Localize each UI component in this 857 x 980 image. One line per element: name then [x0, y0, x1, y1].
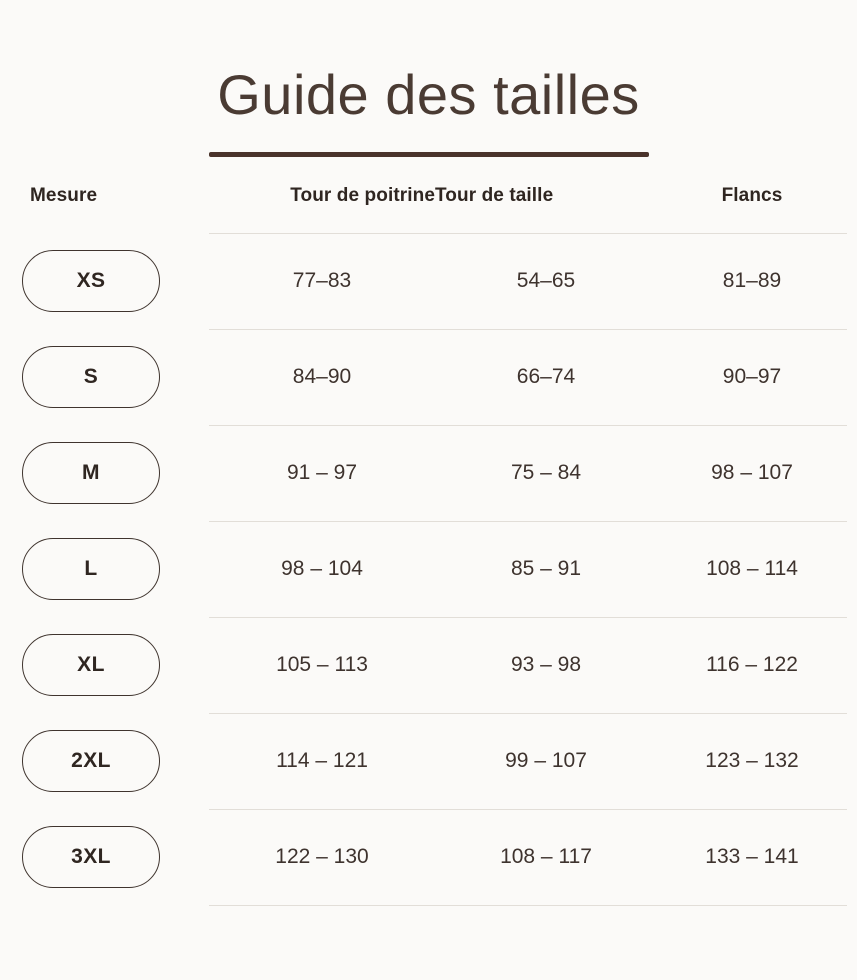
column-header-hips: Flancs — [721, 184, 783, 206]
table-row — [14, 521, 847, 617]
chest-cell: 77–83 — [209, 233, 435, 329]
size-cell — [14, 713, 209, 809]
chest-cell: 91 – 97 — [209, 425, 435, 521]
table-header — [14, 171, 847, 234]
size-cell — [14, 809, 209, 905]
size-cell — [14, 617, 209, 713]
table-row — [14, 713, 847, 809]
table-row — [14, 809, 847, 905]
table-row — [14, 329, 847, 425]
column-header-measure: Mesure — [30, 184, 98, 206]
chest-cell: 105 – 113 — [209, 617, 435, 713]
table-row — [14, 617, 847, 713]
waist-cell: 75 – 84 — [435, 425, 657, 521]
hips-cell: 108 – 114 — [657, 521, 847, 617]
size-badge: M — [22, 442, 160, 504]
size-table — [14, 171, 847, 906]
hips-cell: 90–97 — [657, 329, 847, 425]
size-badge: S — [22, 346, 160, 408]
size-badge: 3XL — [22, 826, 160, 888]
title-divider — [209, 152, 649, 157]
waist-cell: 85 – 91 — [435, 521, 657, 617]
hips-cell: 98 – 107 — [657, 425, 847, 521]
hips-cell: 123 – 132 — [657, 713, 847, 809]
chest-cell: 114 – 121 — [209, 713, 435, 809]
table-header-row — [14, 171, 847, 234]
size-cell — [14, 233, 209, 329]
waist-cell: 108 – 117 — [435, 809, 657, 905]
size-badge: XL — [22, 634, 160, 696]
hips-cell: 133 – 141 — [657, 809, 847, 905]
size-badge: XS — [22, 250, 160, 312]
hips-cell: 81–89 — [657, 233, 847, 329]
table-row — [14, 425, 847, 521]
chest-cell: 84–90 — [209, 329, 435, 425]
waist-cell: 99 – 107 — [435, 713, 657, 809]
size-badge: 2XL — [22, 730, 160, 792]
waist-cell: 66–74 — [435, 329, 657, 425]
page-title: Guide des tailles — [217, 63, 640, 126]
table-row — [14, 233, 847, 329]
column-header-waist: Tour de taille — [435, 184, 554, 206]
size-cell — [14, 425, 209, 521]
column-header-chest: Tour de poitrine — [290, 184, 435, 206]
hips-cell: 116 – 122 — [657, 617, 847, 713]
table-body — [14, 233, 847, 905]
size-cell — [14, 329, 209, 425]
size-badge: L — [22, 538, 160, 600]
waist-cell: 93 – 98 — [435, 617, 657, 713]
chest-cell: 98 – 104 — [209, 521, 435, 617]
chest-cell: 122 – 130 — [209, 809, 435, 905]
waist-cell: 54–65 — [435, 233, 657, 329]
size-table-container — [0, 171, 857, 906]
size-cell — [14, 521, 209, 617]
